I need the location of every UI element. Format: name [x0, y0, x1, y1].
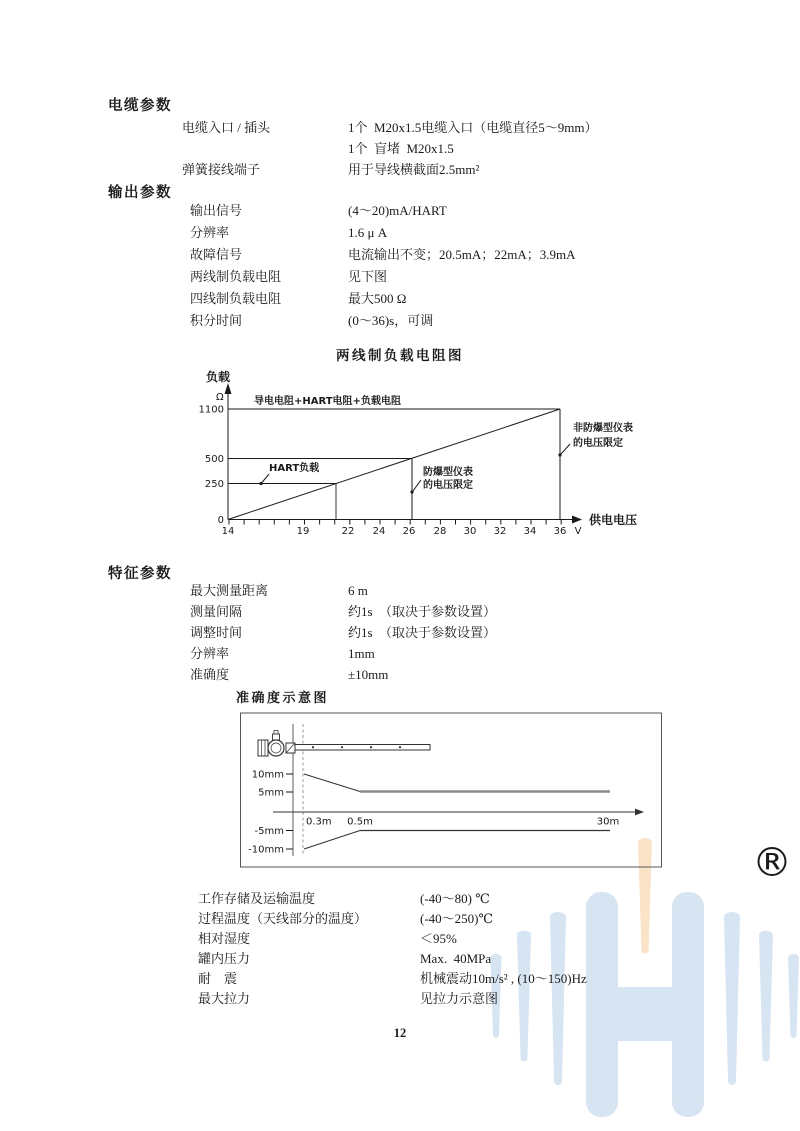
x-tick: 28 [433, 526, 447, 537]
load-resistance-chart [190, 368, 650, 548]
x-tick: 34 [523, 526, 537, 537]
param-row [198, 951, 491, 967]
param-label: 输出信号 [190, 203, 243, 218]
level-sensor-icon [258, 731, 430, 757]
param-row [190, 313, 433, 329]
param-value: Max. 40MPa [420, 951, 492, 966]
param-row [198, 911, 493, 927]
param-row [190, 667, 388, 683]
y-tick: 500 [204, 454, 224, 465]
param-label: 四线制负载电阻 [190, 291, 282, 306]
y-tick: 5mm [258, 787, 284, 799]
accuracy-chart [240, 710, 665, 870]
param-label: 工作存储及运输温度 [198, 891, 316, 906]
section-title-feature: 特征参数 [108, 566, 172, 582]
param-value: 6 m [348, 583, 368, 598]
param-value: 1个 盲堵 M20x1.5 [348, 141, 454, 156]
x-tick: 32 [493, 526, 507, 537]
param-label: 最大拉力 [198, 991, 251, 1006]
accuracy-chart-title: 准确度示意图 [236, 691, 330, 706]
x-tick: 26 [402, 526, 416, 537]
param-label: 相对湿度 [198, 931, 251, 946]
param-row [190, 583, 368, 599]
y-axis-arrow-icon [225, 383, 232, 394]
param-label [182, 141, 348, 157]
param-label: 过程温度（天线部分的温度） [198, 911, 368, 926]
param-value: 约1s （取决于参数设置） [348, 625, 497, 640]
param-row [190, 291, 406, 307]
param-label: 测量间隔 [190, 604, 243, 619]
param-label: 准确度 [190, 667, 230, 682]
param-value: 1个 M20x1.5电缆入口（电缆直径5～9mm） [348, 120, 598, 135]
annotation-non-ex-limit-line2: 的电压限定 [573, 438, 623, 449]
param-row [182, 162, 479, 178]
registered-trademark-icon: ® [752, 840, 792, 886]
param-label: 罐内压力 [198, 951, 251, 966]
y-tick: -5mm [254, 826, 284, 837]
annotation-hart-load: HART负载 [269, 463, 320, 474]
param-row [182, 141, 454, 157]
x-axis-title: 供电电压 [589, 513, 638, 527]
param-value: 1mm [348, 646, 375, 661]
x-tick: 30m [596, 816, 620, 828]
param-row [190, 604, 496, 620]
x-tick: 30 [463, 526, 477, 537]
upper-tolerance-slope [304, 774, 360, 792]
x-tick: 0.3m [306, 816, 332, 828]
y-tick: 10mm [251, 769, 284, 781]
param-label: 故障信号 [190, 247, 243, 262]
y-axis-title: 负载 [206, 370, 231, 384]
param-row [182, 120, 598, 136]
param-row [198, 971, 587, 987]
x-axis-arrow-icon [572, 516, 582, 524]
param-label: 电缆入口 / 插头 [182, 120, 271, 135]
x-tick: 24 [372, 526, 386, 537]
annotation-ex-limit-line1: 防爆型仪表 [423, 467, 473, 478]
param-value: 约1s （取决于参数设置） [348, 604, 497, 619]
param-label: 分辨率 [190, 646, 230, 661]
param-label: 耐 震 [198, 971, 238, 986]
section-title-output: 输出参数 [108, 185, 172, 201]
annotation-non-ex-limit-line1: 非防爆型仪表 [573, 423, 633, 434]
param-value: 1.6 μ A [348, 225, 388, 240]
param-value: 见拉力示意图 [420, 991, 499, 1006]
param-label: 调整时间 [190, 625, 243, 640]
param-row [198, 991, 498, 1007]
param-value: 电流输出不变；20.5mA；22mA；3.9mA [348, 247, 576, 262]
param-label: 弹簧接线端子 [182, 162, 261, 177]
param-row [190, 247, 576, 263]
x-tick: 0.5m [347, 816, 373, 828]
param-value: (-40～250)℃ [420, 911, 494, 926]
param-row [190, 625, 496, 641]
x-tick: 14 [221, 526, 235, 537]
diagram-border [241, 713, 662, 867]
x-tick: 22 [341, 526, 355, 537]
load-chart-title: 两线制负载电阻图 [336, 348, 464, 364]
param-row [190, 225, 387, 241]
param-value: (-40～80) ℃ [420, 891, 490, 906]
param-label: 分辨率 [190, 225, 230, 240]
y-tick: 0 [217, 515, 224, 526]
lower-tolerance-slope [304, 831, 360, 850]
param-label: 积分时间 [190, 313, 243, 328]
section-title-cable: 电缆参数 [108, 98, 172, 114]
x-tick: 36 [553, 526, 567, 537]
x-axis-arrow-icon [635, 809, 644, 816]
param-label: 最大测量距离 [190, 583, 269, 598]
y-unit-label: Ω [216, 392, 224, 403]
param-value: 机械震动10m/s² , (10～150)Hz [420, 971, 587, 986]
y-tick: -10mm [248, 844, 284, 856]
param-label: 两线制负载电阻 [190, 269, 282, 284]
param-row [198, 891, 490, 907]
annotation-ex-limit-line2: 的电压限定 [423, 480, 473, 491]
x-unit-label: V [574, 526, 582, 537]
y-tick: 1100 [198, 404, 224, 416]
y-tick: 250 [204, 479, 224, 490]
param-row [198, 931, 457, 947]
param-value: 最大500 Ω [348, 291, 407, 306]
param-row [190, 646, 375, 662]
param-row [190, 269, 387, 285]
annotation-top-line: 导电电阻+HART电阻+负载电阻 [254, 396, 401, 407]
page-number: 12 [393, 1026, 407, 1040]
param-value: (4～20)mA/HART [348, 203, 447, 218]
param-value: (0～36)s，可调 [348, 313, 434, 328]
param-value: 用于导线横截面2.5mm² [348, 162, 480, 177]
param-value: ±10mm [348, 667, 389, 682]
param-value: 见下图 [348, 269, 388, 284]
param-row [190, 203, 447, 219]
param-value: ＜95% [420, 931, 457, 946]
x-tick: 19 [296, 526, 310, 537]
